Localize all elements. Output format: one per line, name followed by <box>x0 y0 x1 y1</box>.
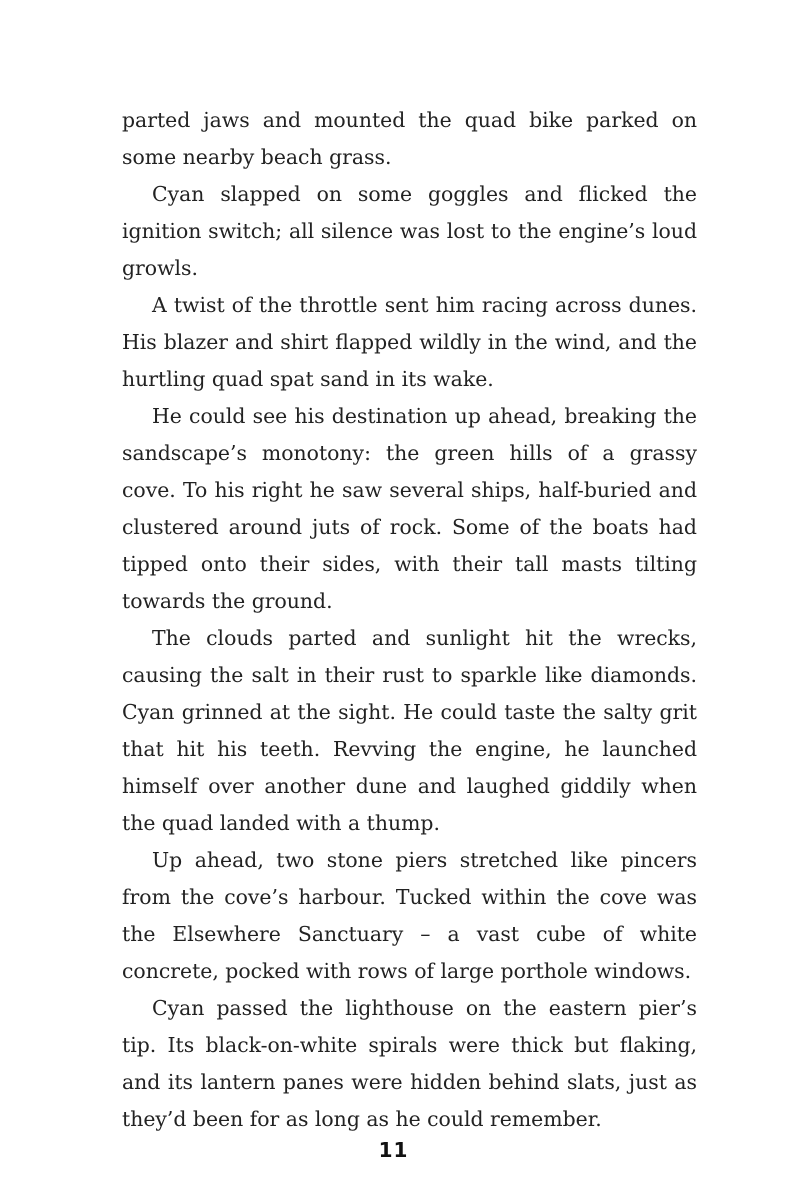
paragraph-6: Up ahead, two stone piers stretched like pincers from the cove’s harbour. Tucked within the cove was the Elsewhere Sanctuary – a vast cube of white concrete, pocked with rows of large porthole windows. <box>122 848 697 983</box>
body-text <box>122 102 697 1138</box>
paragraph-1: parted jaws and mounted the quad bike parked on some nearby beach grass. <box>122 108 697 169</box>
paragraph-2: Cyan slapped on some goggles and flicked the ignition switch; all silence was lost to the engine’s loud growls. <box>122 182 697 280</box>
paragraph-7: Cyan passed the lighthouse on the eastern pier’s tip. Its black-on-white spirals were thick but flaking, and its lantern panes were hidden behind slats, just as they’d been for as long as he could remember. <box>122 996 697 1131</box>
paragraph-4: He could see his destination up ahead, breaking the sandscape’s monotony: the green hills of a grassy cove. To his right he saw several ships, half-buried and clustered around juts of rock. Some of the boats had tipped onto their sides, with their tall masts tilting towards the ground. <box>122 404 697 613</box>
paragraph-5: The clouds parted and sunlight hit the wrecks, causing the salt in their rust to sparkle like diamonds. Cyan grinned at the sight. He could taste the salty grit that hit his teeth. Revving the engine, he launched himself over another dune and laughed giddily when the quad landed with a thump. <box>122 626 697 835</box>
paragraph-3: A twist of the throttle sent him racing across dunes. His blazer and shirt flapped wildly in the wind, and the hurtling quad spat sand in its wake. <box>122 293 697 391</box>
page-number: 11 <box>378 1138 409 1162</box>
